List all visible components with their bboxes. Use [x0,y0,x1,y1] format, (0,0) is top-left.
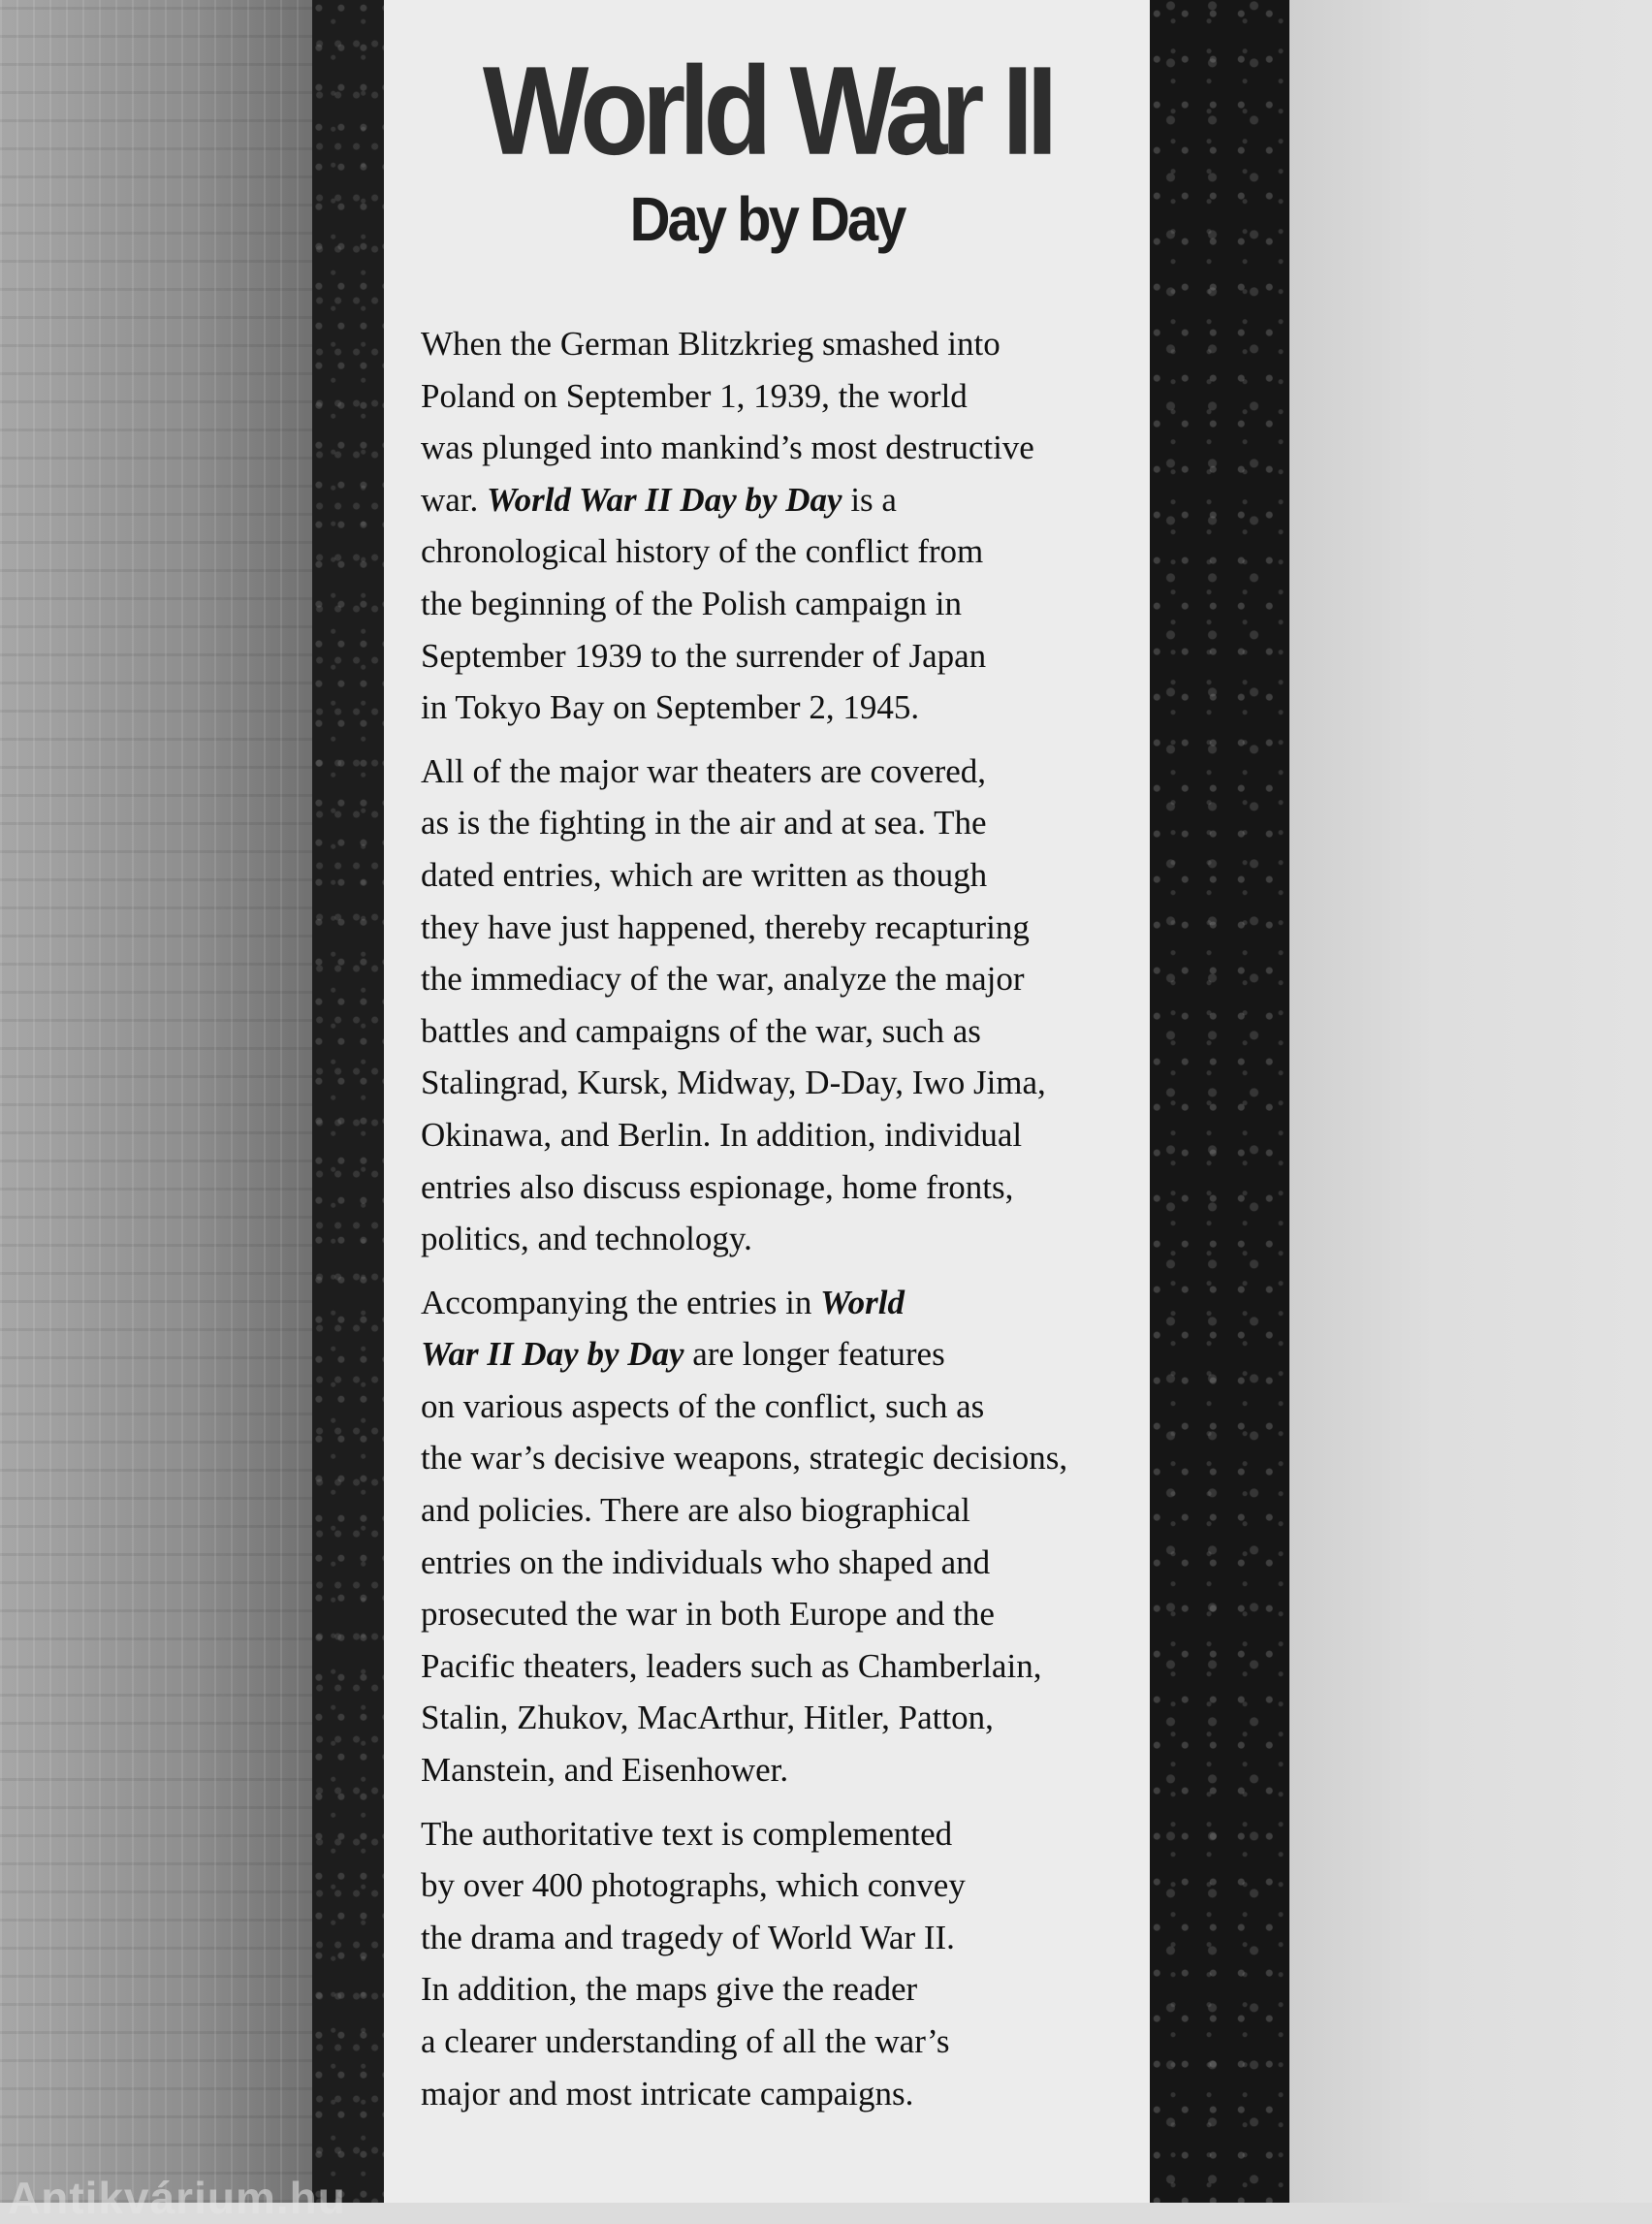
text-run: was plunged into mankind’s most destructive [421,429,1034,467]
text-run: The authoritative text is complemented [421,1814,953,1853]
text-run: dated entries, which are written as though [421,855,988,894]
left-background-surface [0,0,320,2203]
text-line [421,1963,1119,2016]
text-line [421,1057,1119,1109]
cover-border-right [1150,0,1289,2203]
text-line [421,902,1119,954]
text-line [421,1859,1119,1912]
text-run: war. [421,480,488,519]
text-line [421,1109,1119,1161]
text-run: Stalin, Zhukov, MacArthur, Hitler, Patton, [421,1699,994,1737]
text-run: When the German Blitzkrieg smashed into [421,325,1001,363]
book-title: World War II [482,40,1052,181]
text-run: Stalingrad, Kursk, Midway, D-Day, Iwo Jima, [421,1064,1046,1102]
text-run: the war’s decisive weapons, strategic decisions, [421,1439,1068,1477]
blurb-paragraph [421,1808,1119,2120]
text-line [421,1744,1119,1796]
text-line [421,1484,1119,1537]
text-run: the immediacy of the war, analyze the major [421,960,1025,999]
text-line [421,953,1119,1005]
text-line [421,370,1119,423]
text-run: are longer features [683,1335,945,1374]
blurb-panel [384,0,1150,2203]
text-run: September 1939 to the surrender of Japan [421,636,987,675]
text-line [421,1432,1119,1484]
text-line [421,474,1119,526]
text-run: entries also discuss espionage, home fronts, [421,1167,1014,1206]
text-line [421,525,1119,578]
text-run: the drama and tragedy of World War II. [421,1918,955,1956]
text-line [421,1328,1119,1381]
text-line [421,849,1119,902]
text-line [421,1588,1119,1640]
text-line [421,1381,1119,1433]
text-line [421,1161,1119,1214]
text-run: chronological history of the conflict from [421,532,984,571]
text-run: on various aspects of the conflict, such as [421,1386,985,1425]
text-run: they have just happened, thereby recapturing [421,907,1030,946]
text-line [421,578,1119,630]
watermark: Antikvárium.hu [8,2173,346,2223]
book-title-reference: World [820,1283,905,1321]
text-line [421,630,1119,683]
text-line [421,2016,1119,2068]
book-title-reference: War II Day by Day [421,1335,684,1374]
text-run: in Tokyo Bay on September 2, 1945. [421,688,920,727]
text-line [421,2068,1119,2120]
text-run: Pacific theaters, leaders such as Chamberlain, [421,1646,1042,1685]
text-run: is a [842,480,897,519]
blurb-paragraph [421,746,1119,1265]
text-run: Poland on September 1, 1939, the world [421,376,968,415]
text-line [421,746,1119,798]
text-run: battles and campaigns of the war, such as [421,1011,981,1050]
text-line [421,1808,1119,1860]
text-run: and policies. There are also biographical [421,1491,970,1530]
text-run: politics, and technology. [421,1220,752,1258]
blurb-text [421,318,1119,2131]
text-line [421,1912,1119,1964]
text-run: the beginning of the Polish campaign in [421,584,962,622]
book-title-reference: World War II Day by Day [487,480,842,519]
text-run: All of the major war theaters are covered, [421,751,987,790]
text-line [421,1005,1119,1058]
text-run: prosecuted the war in both Europe and the [421,1595,995,1634]
text-run: by over 400 photographs, which convey [421,1866,966,1905]
text-run: as is the fighting in the air and at sea. The [421,804,987,842]
text-line [421,1640,1119,1693]
cover-border-left [312,0,384,2203]
text-run: Okinawa, and Berlin. In addition, individual [421,1115,1023,1154]
text-line [421,682,1119,734]
text-line [421,797,1119,849]
text-run: major and most intricate campaigns. [421,2074,914,2113]
text-run: Accompanying the entries in [421,1283,821,1321]
text-run: Manstein, and Eisenhower. [421,1751,789,1790]
book-subtitle: Day by Day [629,184,905,255]
text-line [421,1213,1119,1265]
text-line [421,1692,1119,1744]
text-line [421,422,1119,474]
text-line [421,1277,1119,1329]
blurb-paragraph [421,318,1119,734]
text-run: In addition, the maps give the reader [421,1970,918,2009]
text-run: entries on the individuals who shaped and [421,1542,991,1581]
blurb-paragraph [421,1277,1119,1796]
text-line [421,1537,1119,1589]
text-line [421,318,1119,370]
right-background-surface [1289,0,1652,2203]
text-run: a clearer understanding of all the war’s [421,2022,950,2060]
